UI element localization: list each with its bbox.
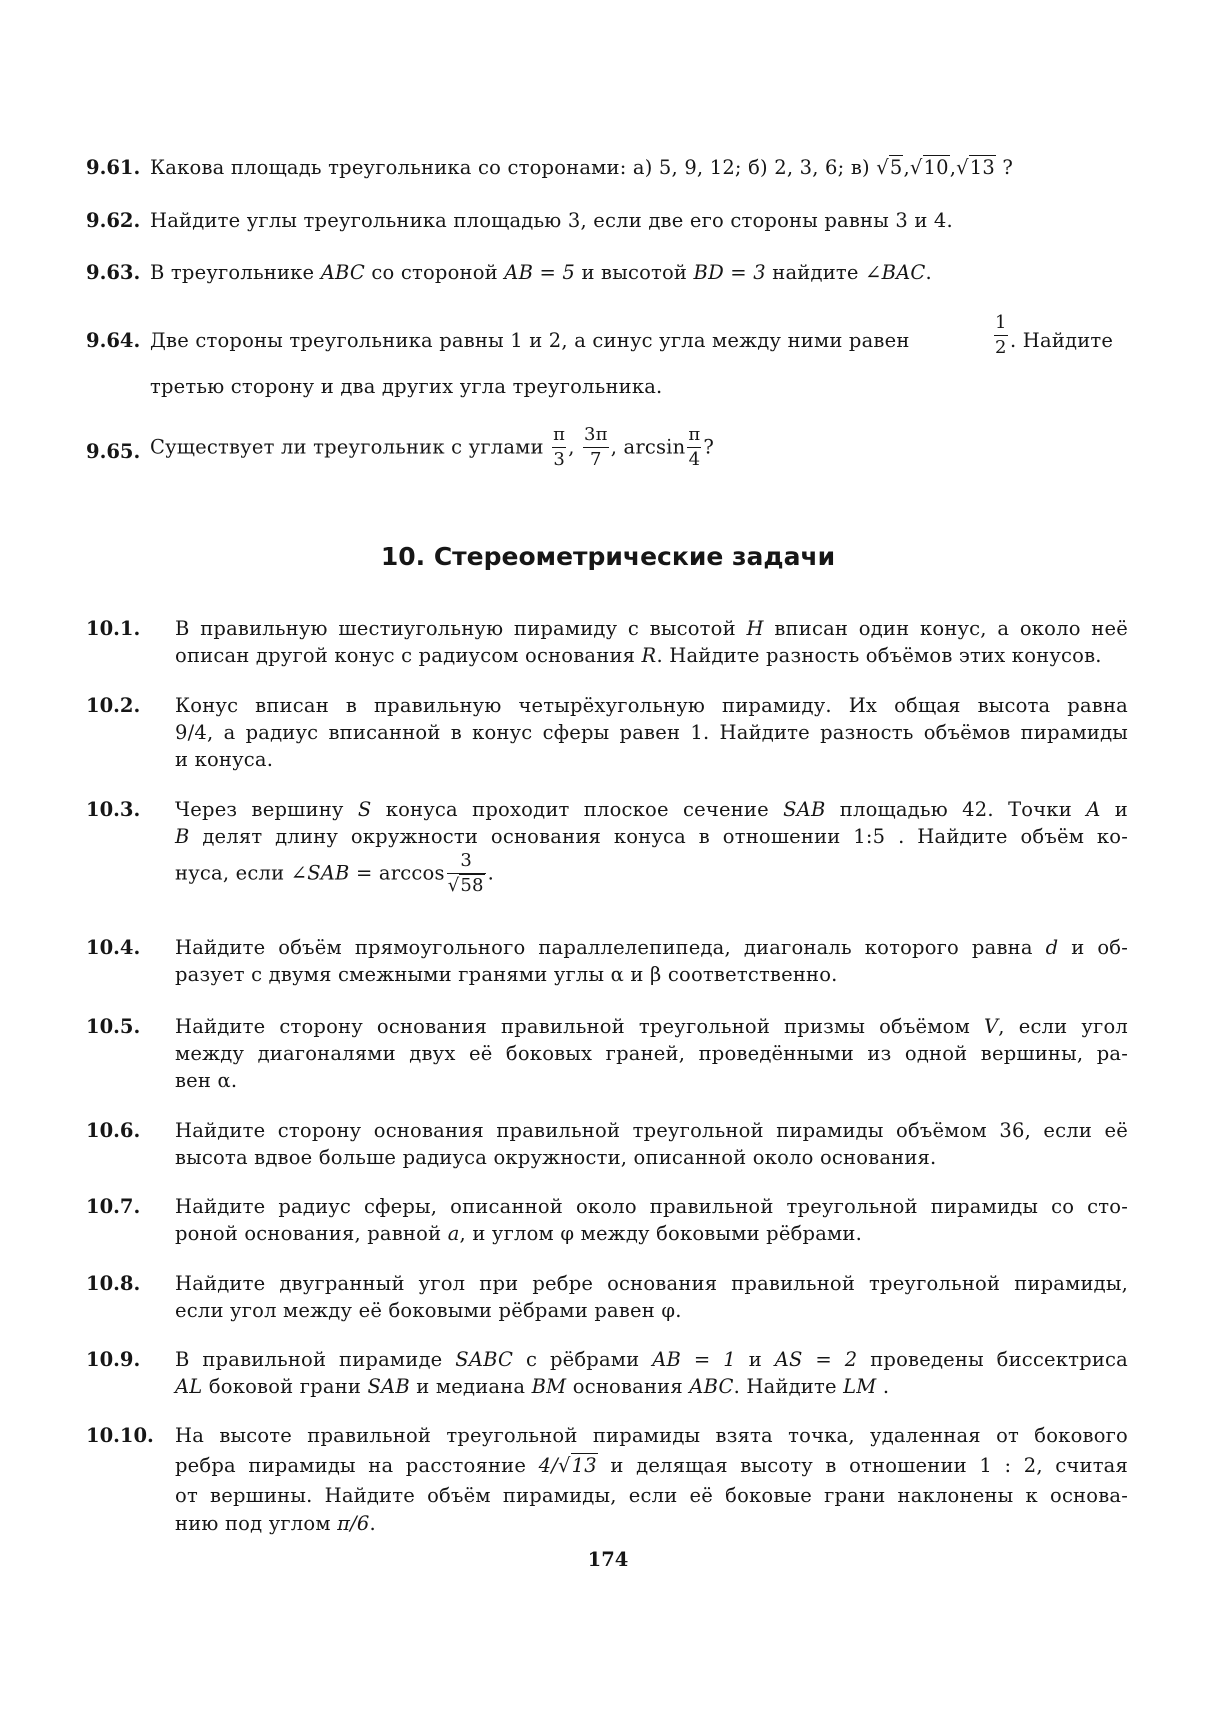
- problem-10-3-line2: B делят длину окружности основания конуса в отношении 1:5 . Найдите объём ко-: [175, 825, 1128, 848]
- problem-number: 10.5.: [86, 1015, 141, 1038]
- problem-10-4-line1: Найдите объём прямоугольного параллелепипеда, диагональ которого равна d и об-: [175, 936, 1128, 959]
- problem-number: 10.8.: [86, 1272, 141, 1295]
- problem-number: 10.9.: [86, 1348, 141, 1371]
- problem-10-2-line2: 9/4, а радиус вписанной в конус сферы равен 1. Найдите разность объёмов пирамиды: [175, 721, 1128, 744]
- problem-9-64-line1: Две стороны треугольника равны 1 и 2, а синус угла между ними равен $\frac{1}{2}$ . Найдите: [150, 312, 1114, 358]
- problem-10-2-line1: Конус вписан в правильную четырёхугольную пирамиду. Их общая высота равна: [175, 694, 1128, 717]
- fraction: $\frac{1}{2}$: [995, 312, 1007, 358]
- problem-9-65-text: Существует ли треугольник с углами $\frac{\pi}{3}$ , $\frac{3\pi}{7}$ , arcsin $\frac{\pi}{4}$ ?: [150, 424, 715, 470]
- problem-number: 10.4.: [86, 936, 141, 959]
- problem-10-6-line1: Найдите сторону основания правильной треугольной пирамиды объёмом 36, если её: [175, 1119, 1128, 1142]
- problem-10-10-line2: ребра пирамиды на расстояние 4/√13 и делящая высоту в отношении 1 : 2, считая: [175, 1454, 1129, 1477]
- fraction: $\frac{\pi}{4}$: [688, 424, 701, 470]
- problem-10-10-line1: На высоте правильной треугольной пирамиды взята точка, удаленная от бокового: [175, 1424, 1128, 1447]
- problem-10-3-line1: Через вершину S конуса проходит плоское сечение SAB площадью 42. Точки A и: [175, 798, 1128, 821]
- problem-10-3-line3: нуса, если ∠SAB = arccos $\frac{3}{√58}$ .: [175, 850, 495, 896]
- problem-10-8-line1: Найдите двугранный угол при ребре основания правильной треугольной пирамиды,: [175, 1272, 1128, 1295]
- fraction: $\frac{3}{√58}$: [447, 850, 484, 896]
- problem-number: 9.61.: [86, 156, 141, 179]
- problem-9-61-text: Какова площадь треугольника со сторонами: а) 5, 9, 12; б) 2, 3, 6; в) √5,√10,√13 ?: [150, 156, 1014, 179]
- fraction: $\frac{\pi}{3}$: [553, 424, 566, 470]
- problem-10-6-line2: высота вдвое больше радиуса окружности, описанной около основания.: [175, 1146, 937, 1169]
- problem-number: 9.65.: [86, 440, 141, 463]
- problem-number: 9.64.: [86, 329, 141, 352]
- problem-10-7-line1: Найдите радиус сферы, описанной около правильной треугольной пирамиды со сто-: [175, 1195, 1128, 1218]
- problem-10-5-line1: Найдите сторону основания правильной треугольной призмы объёмом V, если угол: [175, 1015, 1128, 1038]
- section-heading: 10. Стереометрические задачи: [380, 542, 836, 571]
- problem-10-9-line1: В правильной пирамиде SABC с рёбрами AB = 1 и AS = 2 проведены биссектриса: [175, 1348, 1128, 1371]
- problem-10-10-line4: нию под углом π/6.: [175, 1512, 376, 1535]
- problem-10-4-line2: разует с двумя смежными гранями углы α и β соответственно.: [175, 963, 838, 986]
- problem-10-9-line2: AL боковой грани SAB и медиана BM основания ABC. Найдите LM .: [175, 1375, 890, 1398]
- problem-number: 10.1.: [86, 617, 141, 640]
- problem-10-8-line2: если угол между её боковыми рёбрами равен φ.: [175, 1299, 682, 1322]
- page-number: 174: [587, 1548, 629, 1571]
- problem-10-10-line3: от вершины. Найдите объём пирамиды, если её боковые грани наклонены к основа-: [175, 1484, 1128, 1507]
- problem-10-7-line2: роной основания, равной a, и углом φ между боковыми рёбрами.: [175, 1222, 863, 1245]
- problem-10-5-line2: между диагоналями двух её боковых граней, проведёнными из одной вершины, ра-: [175, 1042, 1128, 1065]
- problem-number: 10.10.: [86, 1424, 154, 1447]
- problem-10-1-line2: описан другой конус с радиусом основания R. Найдите разность объёмов этих конусов.: [175, 644, 1102, 667]
- fraction: $\frac{3\pi}{7}$: [584, 424, 608, 470]
- problem-10-5-line3: вен α.: [175, 1069, 238, 1092]
- problem-10-1-line1: В правильную шестиугольную пирамиду с высотой H вписан один конус, а около неё: [175, 617, 1128, 640]
- problem-9-63-text: В треугольнике ABC со стороной AB = 5 и высотой BD = 3 найдите ∠BAC.: [150, 261, 932, 284]
- problem-number: 9.63.: [86, 261, 141, 284]
- problem-number: 10.2.: [86, 694, 141, 717]
- problem-number: 10.7.: [86, 1195, 141, 1218]
- problem-number: 10.3.: [86, 798, 141, 821]
- problem-9-64-line2: третью сторону и два других угла треугольника.: [150, 375, 663, 398]
- problem-9-62-text: Найдите углы треугольника площадью 3, если две его стороны равны 3 и 4.: [150, 209, 953, 232]
- problem-number: 9.62.: [86, 209, 141, 232]
- problem-10-2-line3: и конуса.: [175, 748, 274, 771]
- problem-number: 10.6.: [86, 1119, 141, 1142]
